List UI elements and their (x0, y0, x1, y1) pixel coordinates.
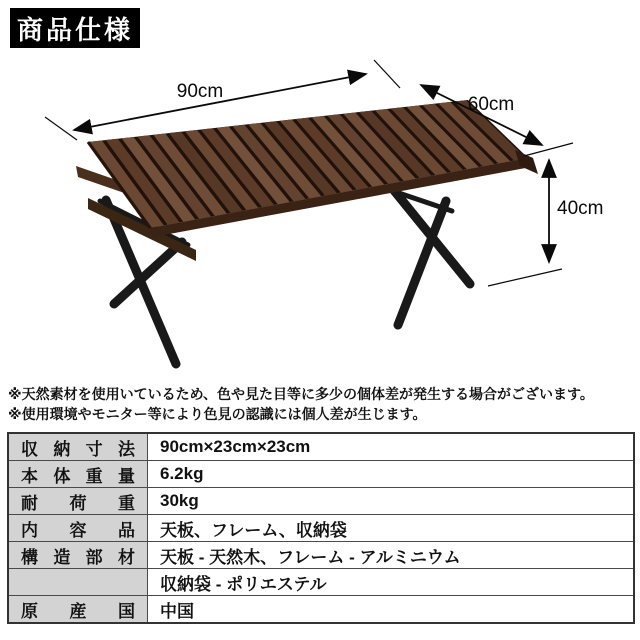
spec-value: 中国 (148, 596, 635, 624)
table-top (88, 100, 538, 237)
product-illustration (0, 48, 640, 384)
table-row (8, 433, 634, 461)
width-ext-left (45, 117, 77, 140)
spec-value: 6.2kg (148, 461, 635, 488)
depth-dimension-label: 60cm (467, 94, 515, 115)
height-dimension-label: 40cm (557, 198, 604, 219)
disclaimer-notes (8, 384, 636, 424)
spec-label: 内容品 (8, 515, 148, 542)
spec-value: 90cm×23cm×23cm (148, 433, 635, 461)
table-row (8, 515, 634, 542)
spec-value: 天板 - 天然木、フレーム - アルミニウム (148, 542, 635, 569)
spec-title-badge: 商品仕様 (10, 8, 140, 48)
spec-label: 本体重量 (8, 461, 148, 488)
height-ext-bottom (488, 269, 562, 286)
height-ext-top (524, 143, 573, 156)
note-line: ※天然素材を使用いているため、色や見た目等に多少の個体差が発生する場合がございます。 (8, 386, 594, 402)
width-dimension-label: 90cm (176, 81, 224, 102)
table-row (8, 542, 634, 569)
spec-label: 構造部材 (8, 542, 148, 569)
table-row (8, 488, 634, 515)
spec-label: 原産国 (8, 596, 148, 624)
spec-value: 天板、フレーム、収納袋 (148, 515, 635, 542)
table-row (8, 596, 634, 624)
spec-label: 収納寸法 (8, 433, 148, 461)
width-ext-right (374, 60, 400, 88)
table-row (8, 461, 634, 488)
spec-label: 耐荷重 (8, 488, 148, 515)
spec-value: 収納袋 - ポリエステル (148, 569, 635, 596)
spec-label (8, 569, 148, 596)
table-row (8, 569, 634, 596)
spec-table (7, 432, 635, 624)
note-line: ※使用環境やモニター等により色見の認識には個人差が生じます。 (8, 406, 427, 422)
spec-value: 30kg (148, 488, 635, 515)
